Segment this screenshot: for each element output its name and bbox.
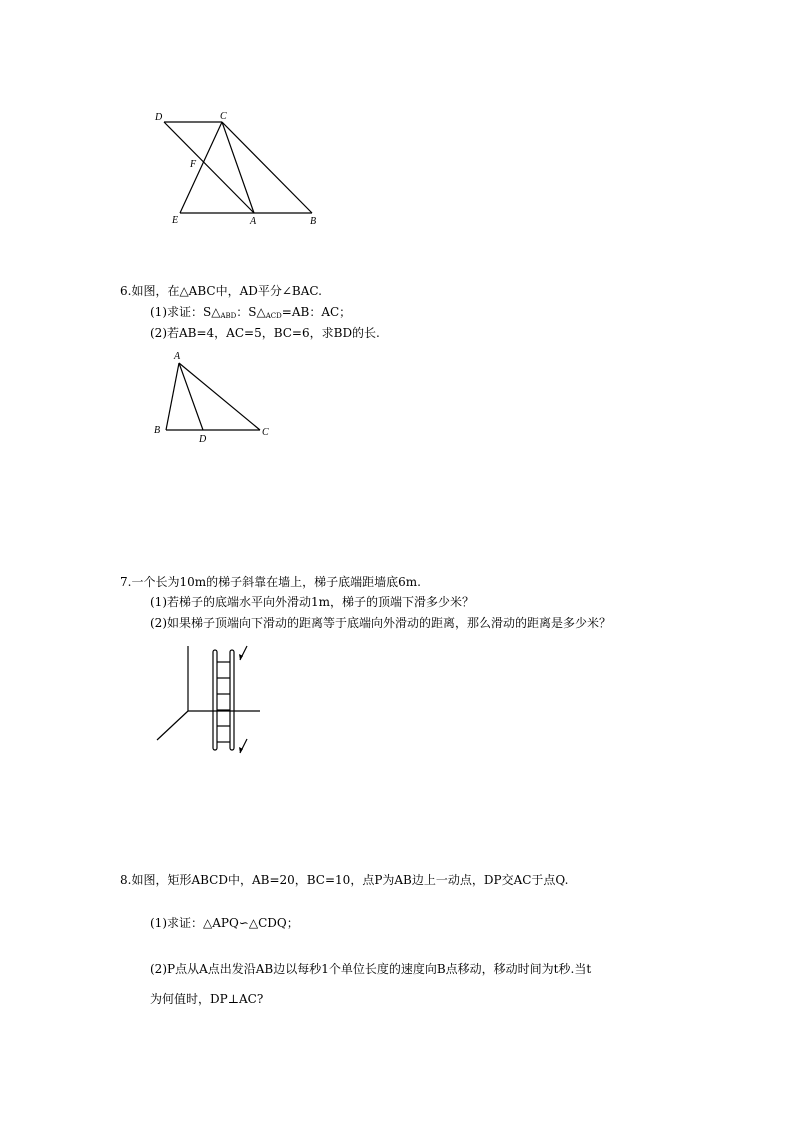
q8-stem: 8.如图，矩形ABCD中，AB=20，BC=10，点P为AB边上一动点，DP交AC于点Q.	[120, 873, 569, 887]
q8-part2-line1: (2)P点从A点出发沿AB边以每秒1个单位长度的速度向B点移动，移动时间为t秒.当t	[150, 962, 592, 976]
label-a: A	[174, 351, 181, 362]
label-b: B	[310, 216, 317, 227]
figure-triangle-abc	[150, 345, 280, 445]
q6-part2: (2)若AB=4，AC=5，BC=6，求BD的长.	[150, 326, 380, 340]
q7-part2: (2)如果梯子顶端向下滑动的距离等于底端向外滑动的距离，那么滑动的距离是多少米？	[150, 616, 612, 630]
q6-stem: 6.如图，在△ABC中，AD平分∠BAC.	[120, 284, 322, 298]
q6-part1	[150, 304, 351, 324]
figure-ladder-wall	[150, 640, 270, 760]
triangle-symbol: △	[211, 305, 221, 319]
label-d: D	[199, 434, 207, 445]
subscript-abd: ABD	[220, 312, 237, 320]
q8-part2-line2: 为何值时，DP⊥AC?	[150, 992, 264, 1006]
label-f: F	[190, 159, 197, 170]
floor-edge-line	[157, 711, 188, 740]
segment-da	[164, 122, 254, 213]
label-d: D	[155, 112, 163, 123]
q6-part1-suffix: =AB：AC；	[281, 305, 352, 319]
label-c: C	[262, 427, 269, 438]
segment-ab	[166, 363, 179, 430]
q7-part1: (1)若梯子的底端水平向外滑动1m，梯子的顶端下滑多少米？	[150, 595, 475, 609]
subscript-acd: ACD	[265, 312, 282, 320]
segment-cb	[222, 122, 312, 213]
segment-ec	[180, 122, 222, 213]
label-b: B	[154, 425, 161, 436]
label-a: A	[250, 216, 257, 227]
label-e: E	[172, 215, 179, 226]
q8-part1: (1)求证：△APQ∽△CDQ；	[150, 916, 299, 930]
ladder-right-rail	[230, 650, 234, 750]
segment-ca	[222, 122, 254, 213]
ladder-left-rail	[213, 650, 217, 750]
q6-part1-mid: ：S	[236, 305, 257, 319]
label-c: C	[220, 111, 227, 122]
figure-quadrilateral-dcfeab	[150, 105, 340, 235]
q7-stem: 7.一个长为10m的梯子斜靠在墙上，梯子底端距墙底6m.	[120, 575, 421, 589]
triangle-symbol: △	[256, 305, 266, 319]
q6-part1-prefix: (1)求证：S	[150, 305, 212, 319]
